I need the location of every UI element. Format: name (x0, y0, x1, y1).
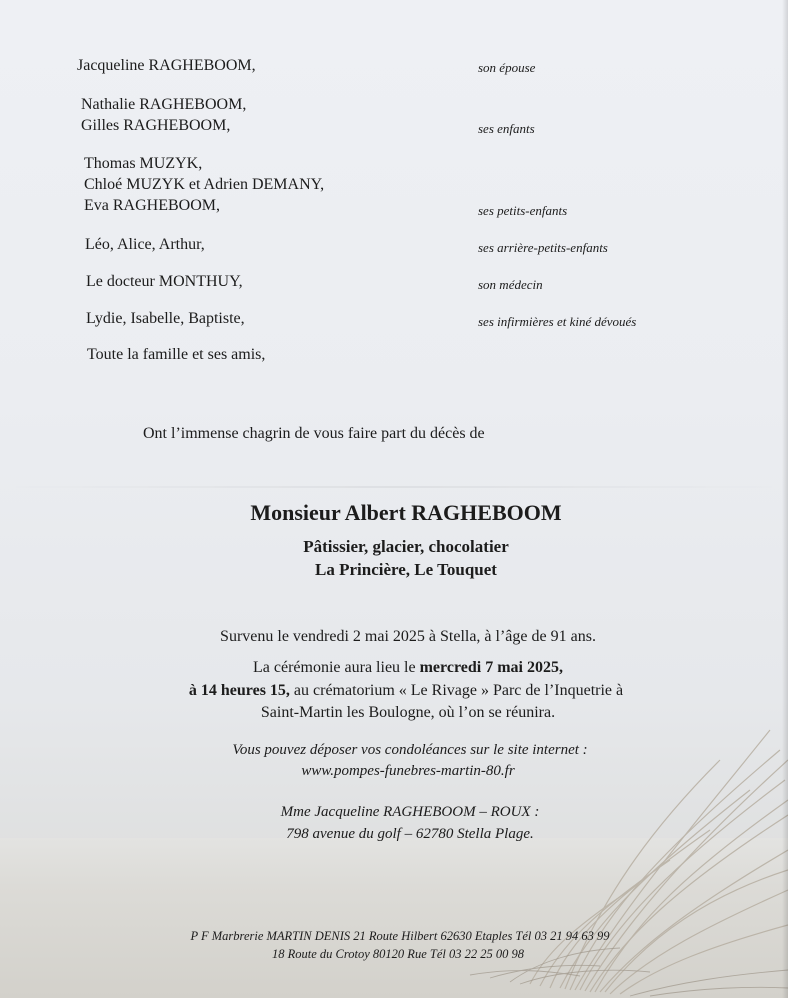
condolences-line-1: Vous pouvez déposer vos condoléances sur le site internet : (232, 742, 588, 758)
ceremony-line-1 (14, 659, 788, 677)
page-edge-shadow (782, 0, 788, 998)
family-names-children (81, 94, 246, 136)
family-name: Jacqueline RAGHEBOOM, (77, 57, 256, 74)
family-names-great-grandchildren (85, 234, 205, 255)
family-names-nurses (86, 308, 245, 329)
family-name: Chloé MUZYK et Adrien DEMANY, (84, 176, 325, 193)
family-names-doctor (86, 271, 243, 292)
family-role-spouse: son épouse (478, 60, 536, 75)
condolences-website: www.pompes-funebres-martin-80.fr (301, 763, 515, 779)
family-role-doctor: son médecin (478, 277, 543, 292)
ceremony-location: au crématorium « Le Rivage » Parc de l’Inquetrie à (289, 682, 624, 699)
family-role-children: ses enfants (478, 121, 535, 136)
footer-funeral-home-2: 18 Route du Crotoy 80120 Rue Tél 03 22 25 00 98 (272, 947, 524, 961)
paper-fold (0, 486, 788, 488)
family-name: Gilles RAGHEBOOM, (81, 117, 231, 134)
ceremony-line-3: Saint-Martin les Boulogne, où l’on se réunira. (260, 704, 556, 721)
ceremony-line-2 (12, 682, 788, 700)
family-name: Léo, Alice, Arthur, (85, 236, 205, 253)
ceremony-date: mercredi 7 mai 2025, (419, 659, 563, 676)
family-name: Thomas MUZYK, (84, 155, 203, 172)
family-names-spouse (77, 55, 256, 76)
family-name: Lydie, Isabelle, Baptiste, (86, 310, 245, 327)
contact-address: 798 avenue du golf – 62780 Stella Plage. (286, 826, 534, 842)
ceremony-time: à 14 heures 15, (188, 682, 290, 699)
family-name: Nathalie RAGHEBOOM, (81, 96, 247, 113)
announcement-text: Ont l’immense chagrin de vous faire part du décès de (143, 425, 485, 442)
family-name: Eva RAGHEBOOM, (84, 197, 220, 214)
contact-name: Mme Jacqueline RAGHEBOOM – ROUX : (280, 804, 540, 820)
family-name: Le docteur MONTHUY, (86, 273, 243, 290)
ceremony-prefix: La cérémonie aura lieu le (253, 659, 420, 676)
family-role-great-grandchildren: ses arrière-petits-enfants (478, 240, 608, 255)
deceased-profession: Pâtissier, glacier, chocolatier (303, 537, 509, 556)
family-role-nurses: ses infirmières et kiné dévoués (478, 314, 637, 329)
death-notice: Survenu le vendredi 2 mai 2025 à Stella, à l’âge de 91 ans. (220, 628, 596, 645)
deceased-name: Monsieur Albert RAGHEBOOM (250, 500, 562, 525)
family-role-grandchildren: ses petits-enfants (478, 203, 568, 218)
footer-funeral-home-1: P F Marbrerie MARTIN DENIS 21 Route Hilbert 62630 Etaples Tél 03 21 94 63 99 (190, 929, 610, 943)
family-name: Toute la famille et ses amis, (87, 346, 266, 363)
family-names-grandchildren (84, 153, 324, 216)
family-names-friends (87, 344, 265, 365)
deceased-business: La Princière, Le Touquet (315, 560, 497, 579)
